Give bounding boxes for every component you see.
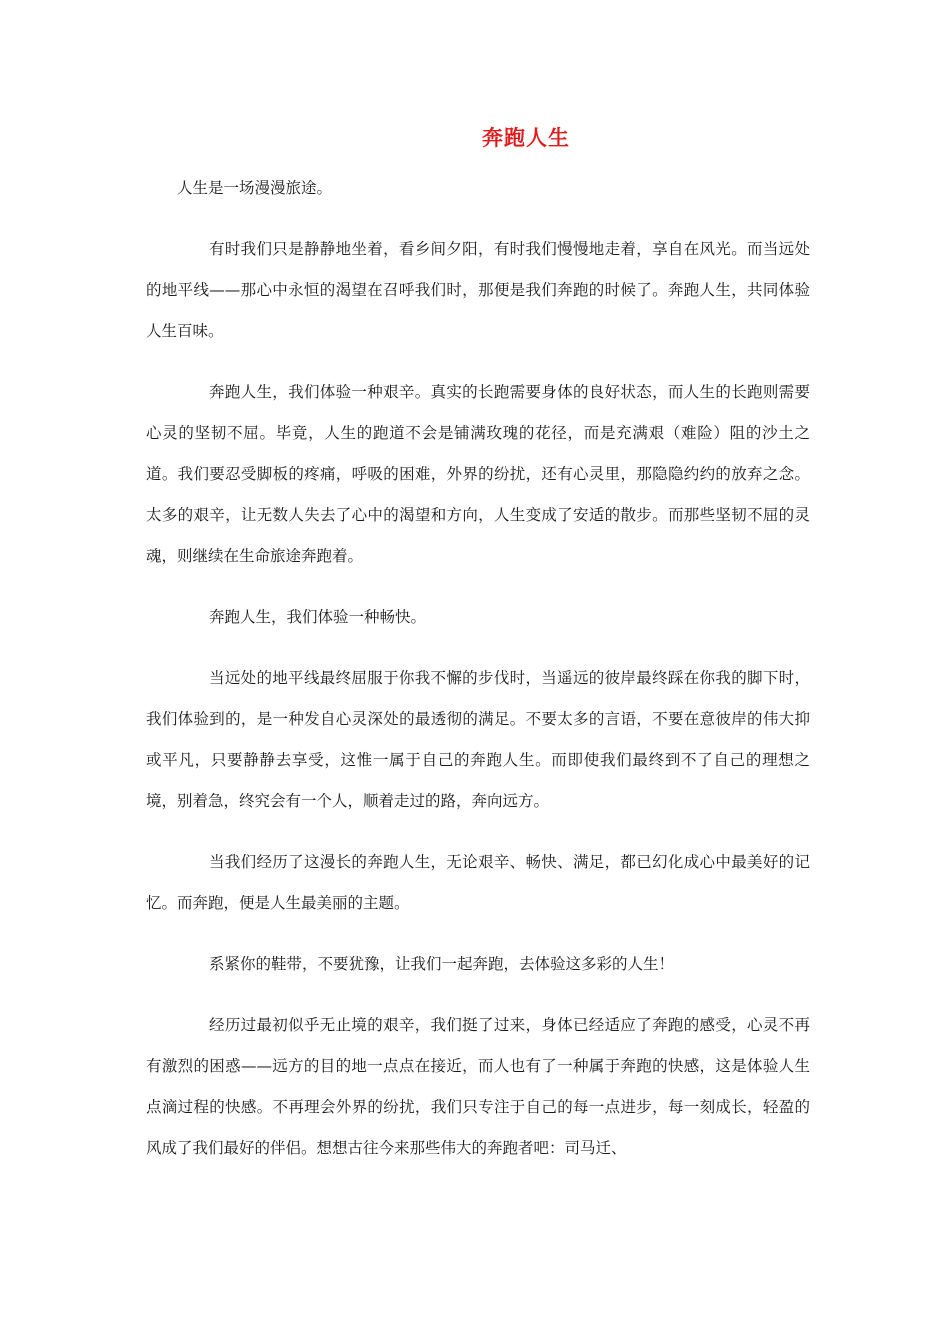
- paragraph-2: 有时我们只是静静地坐着，看乡间夕阳，有时我们慢慢地走着，享自在风光。而当远处的地平线——那心中永恒的渴望在召呼我们时，那便是我们奔跑的时候了。奔跑人生，共同体验人生百味。: [146, 240, 810, 340]
- paragraph-5: 当远处的地平线最终屈服于你我不懈的步伐时，当遥远的彼岸最终踩在你我的脚下时，我们体验到的，是一种发自心灵深处的最透彻的满足。不要太多的言语，不要在意彼岸的伟大抑或平凡，只要静静去享受，这惟一属于自己的奔跑人生。而即使我们最终到不了自己的理想之境，别着急，终究会有一个人，顺着走过的路，奔向远方。: [146, 669, 810, 810]
- document-body: [146, 168, 810, 1189]
- paragraph-7: 系紧你的鞋带，不要犹豫，让我们一起奔跑，去体验这多彩的人生！: [209, 955, 675, 973]
- paragraph-3: 奔跑人生，我们体验一种艰辛。真实的长跑需要身体的良好状态，而人生的长跑则需要心灵的坚韧不屈。毕竟，人生的跑道不会是铺满玫瑰的花径，而是充满艰（难险）阻的沙土之道。我们要忍受脚板的疼痛，呼吸的困难，外界的纷扰，还有心灵里，那隐隐约约的放弃之念。太多的艰辛，让无数人失去了心中的渴望和方向，人生变成了安适的散步。而那些坚韧不屈的灵魂，则继续在生命旅途奔跑着。: [146, 383, 810, 565]
- document-title: 奔跑人生: [482, 125, 570, 150]
- paragraph-1: 人生是一场漫漫旅途。: [177, 179, 333, 197]
- paragraph-6: 当我们经历了这漫长的奔跑人生，无论艰辛、畅快、满足，都已幻化成心中最美好的记忆。而奔跑，便是人生最美丽的主题。: [146, 853, 810, 912]
- paragraph-8: 经历过最初似乎无止境的艰辛，我们挺了过来，身体已经适应了奔跑的感受，心灵不再有激烈的困惑——远方的目的地一点点在接近，而人也有了一种属于奔跑的快感，这是体验人生点滴过程的快感。不再理会外界的纷扰，我们只专注于自己的每一点进步，每一刻成长，轻盈的风成了我们最好的伴侣。想想古往今来那些伟大的奔跑者吧：司马迁、: [146, 1016, 810, 1157]
- paragraph-4: 奔跑人生，我们体验一种畅快。: [209, 608, 427, 626]
- title-container: [0, 122, 950, 152]
